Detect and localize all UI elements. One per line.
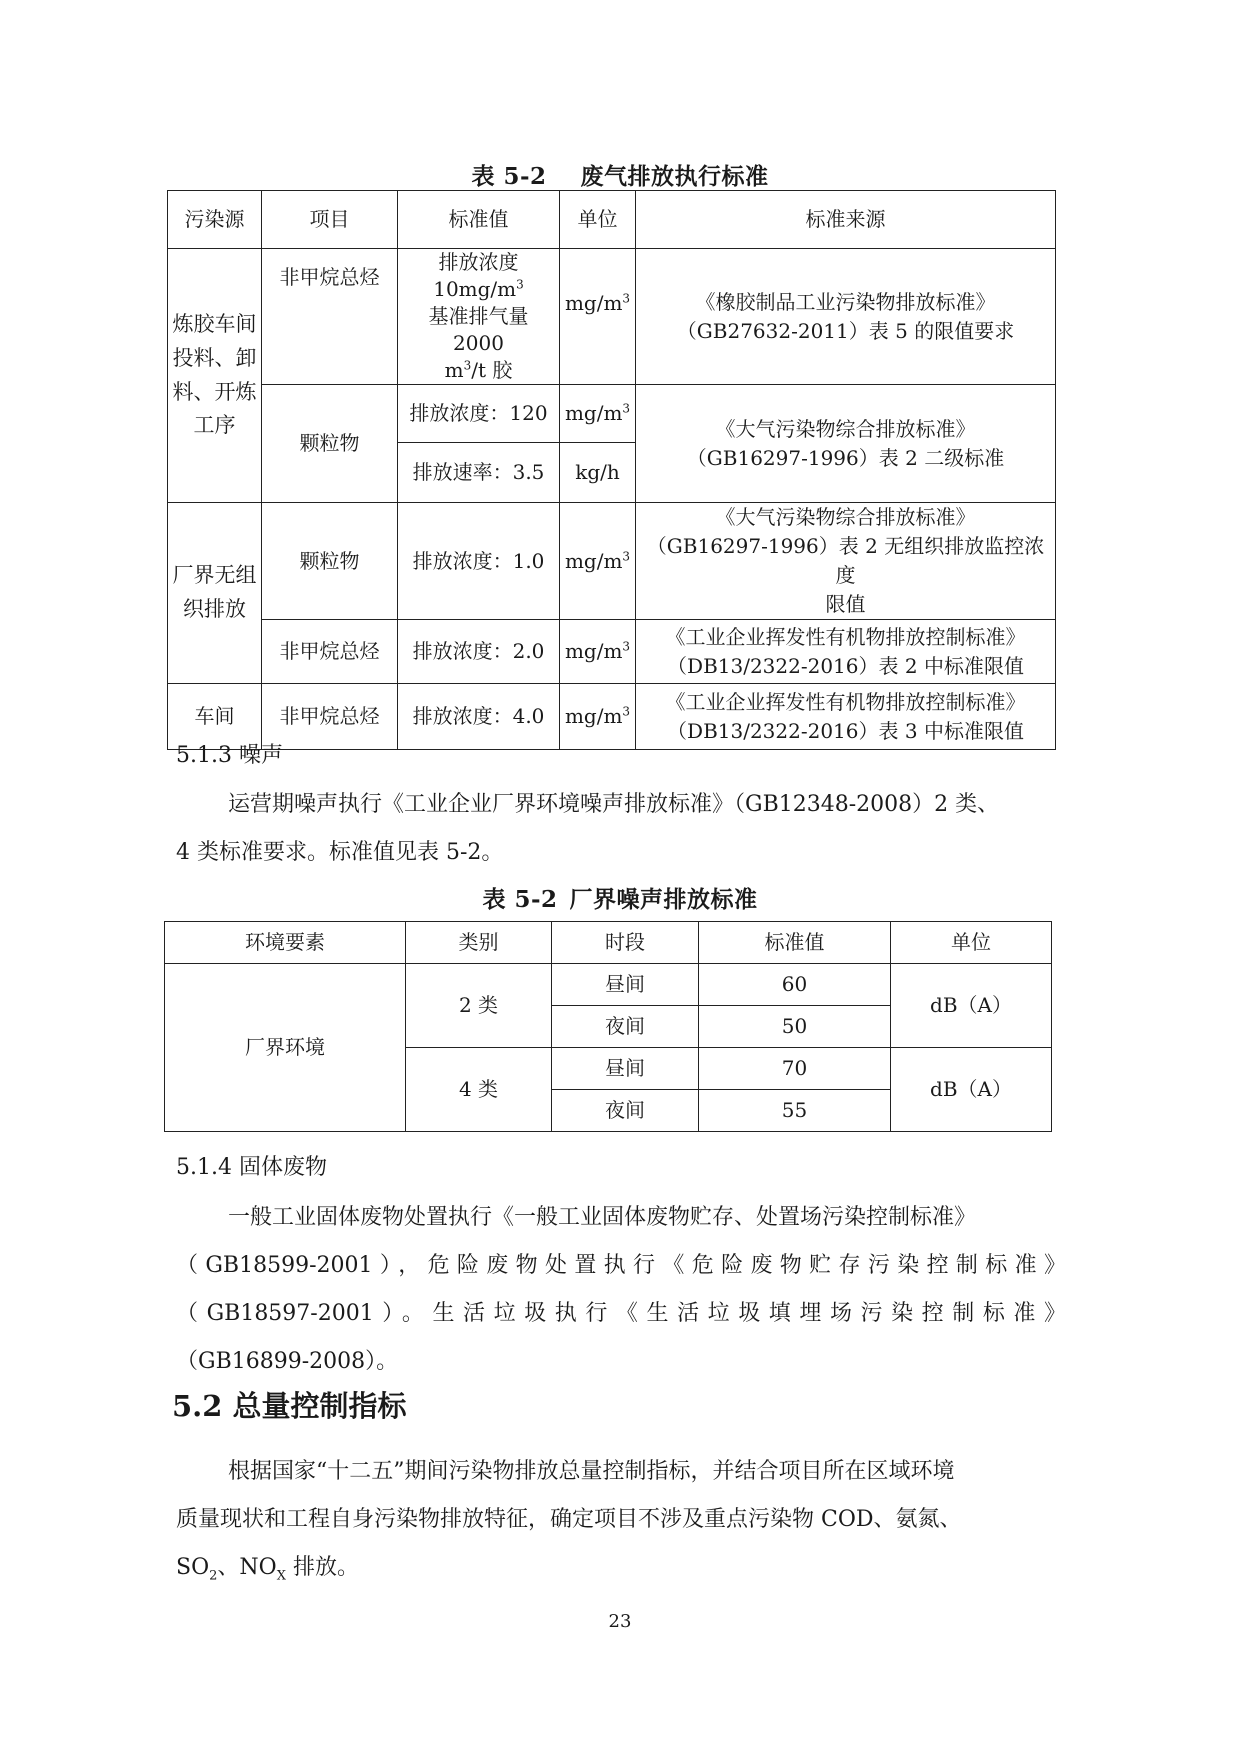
subscript: X	[276, 1568, 286, 1584]
standard-value-cell: 60	[699, 964, 891, 1006]
paragraph-line: 根据国家“十二五”期间污染物排放总量控制指标，并结合项目所在区域环境	[228, 1459, 955, 1484]
standard-line: 限值	[825, 592, 866, 616]
table1-caption-number: 表 5-2	[471, 163, 547, 190]
standard-line: （GB16297-1996）表 2 二级标准	[686, 445, 1005, 470]
standard-source-cell	[636, 684, 1056, 750]
noise-standard-table	[164, 921, 1052, 1132]
paragraph-line: （GB16899-2008）。	[176, 1349, 399, 1374]
exhaust-standard-table	[167, 190, 1056, 750]
superscript: 3	[622, 291, 631, 306]
value-text: 10mg/m	[433, 277, 517, 301]
item-cell: 非甲烷总烃	[262, 249, 398, 385]
period-cell: 昼间	[552, 1048, 699, 1090]
value-line: 排放浓度	[438, 250, 519, 274]
value-cell: 排放浓度：120	[398, 385, 560, 443]
noise-paragraph	[176, 781, 1066, 877]
header-cell: 时段	[552, 922, 699, 964]
period-cell: 昼间	[552, 964, 699, 1006]
noise-heading: 5.1.3 噪声	[176, 743, 283, 768]
unit-cell: dB（A）	[891, 1048, 1052, 1132]
standard-line: （DB13/2322-2016）表 3 中标准限值	[667, 718, 1024, 743]
paragraph-line: 运营期噪声执行《工业企业厂界环境噪声排放标准》（GB12348-2008）2 类、	[228, 792, 1000, 817]
subscript: 2	[209, 1568, 218, 1584]
value-line	[401, 276, 556, 303]
header-cell: 单位	[891, 922, 1052, 964]
value-text: m	[444, 358, 464, 382]
text-fragment: 排放。	[285, 1555, 359, 1580]
superscript: 3	[622, 548, 631, 563]
unit-text: mg/m	[564, 401, 623, 425]
standard-source-cell	[636, 385, 1056, 503]
value-line	[401, 357, 556, 384]
unit-text: mg/m	[564, 704, 623, 728]
header-cell: 项目	[262, 191, 398, 249]
table-row	[165, 964, 1052, 1006]
unit-text: mg/m	[564, 548, 623, 573]
source-cell: 炼胶车间投料、卸料、开炼工序	[168, 249, 262, 503]
item-cell: 非甲烷总烃	[262, 620, 398, 684]
unit-cell	[560, 503, 636, 620]
unit-cell	[560, 249, 636, 385]
superscript: 3	[622, 639, 631, 654]
header-cell: 单位	[560, 191, 636, 249]
header-cell: 标准值	[699, 922, 891, 964]
section-5-2-heading: 5.2 总量控制指标	[172, 1389, 407, 1423]
standard-line: （GB16297-1996）表 2 无组织排放监控浓度	[646, 534, 1045, 587]
table-header-row	[168, 191, 1056, 249]
value-line: 基准排气量 2000	[428, 304, 529, 355]
text-fragment: SO	[176, 1555, 210, 1580]
table2-caption-title: 厂界噪声排放标准	[569, 886, 758, 913]
header-cell: 标准来源	[636, 191, 1056, 249]
solid-waste-paragraph	[176, 1194, 1066, 1386]
category-cell: 4 类	[406, 1048, 552, 1132]
value-text: /t 胶	[471, 358, 513, 382]
period-cell: 夜间	[552, 1006, 699, 1048]
standard-source-cell	[636, 249, 1056, 385]
environment-element-cell: 厂界环境	[165, 964, 406, 1132]
value-cell	[398, 249, 560, 385]
standard-line: 《大气污染物综合排放标准》	[715, 505, 976, 529]
table-row	[168, 249, 1056, 385]
unit-cell: kg/h	[560, 443, 636, 503]
value-cell: 排放速率：3.5	[398, 443, 560, 503]
unit-cell	[560, 684, 636, 750]
superscript: 3	[516, 277, 524, 292]
unit-cell: dB（A）	[891, 964, 1052, 1048]
header-cell: 标准值	[398, 191, 560, 249]
unit-cell	[560, 620, 636, 684]
standard-line: 《工业企业挥发性有机物排放控制标准》	[665, 689, 1026, 714]
standard-line: 《橡胶制品工业污染物排放标准》	[695, 289, 996, 314]
value-cell: 排放浓度：4.0	[398, 684, 560, 750]
table-row	[168, 620, 1056, 684]
standard-value-cell: 55	[699, 1090, 891, 1132]
standard-line: 《工业企业挥发性有机物排放控制标准》	[665, 624, 1026, 649]
table1-caption	[0, 158, 1240, 191]
paragraph-line: （GB18597-2001）。生活垃圾执行《生活垃圾填埋场污染控制标准》	[176, 1301, 1066, 1326]
unit-text: mg/m	[564, 291, 623, 315]
standard-value-cell: 50	[699, 1006, 891, 1048]
superscript: 3	[463, 358, 472, 373]
value-cell: 排放浓度：1.0	[398, 503, 560, 620]
item-cell: 颗粒物	[262, 385, 398, 503]
paragraph-line: 4 类标准要求。标准值见表 5-2。	[176, 840, 504, 865]
superscript: 3	[622, 401, 631, 416]
header-cell: 类别	[406, 922, 552, 964]
table1-caption-title: 废气排放执行标准	[580, 163, 769, 190]
value-cell: 排放浓度：2.0	[398, 620, 560, 684]
text-fragment: 、NO	[217, 1555, 277, 1580]
standard-line: （DB13/2322-2016）表 2 中标准限值	[667, 653, 1024, 678]
table-row	[168, 385, 1056, 443]
category-cell: 2 类	[406, 964, 552, 1048]
item-cell: 颗粒物	[262, 503, 398, 620]
standard-value-cell: 70	[699, 1048, 891, 1090]
table2-caption-number: 表 5-2	[482, 886, 558, 913]
period-cell: 夜间	[552, 1090, 699, 1132]
table2-caption	[0, 881, 1240, 914]
standard-line: （GB27632-2011）表 5 的限值要求	[676, 318, 1015, 343]
source-cell: 车间	[168, 684, 262, 750]
paragraph-line: 一般工业固体废物处置执行《一般工业固体废物贮存、处置场污染控制标准》	[228, 1205, 977, 1230]
total-control-paragraph	[176, 1448, 1066, 1592]
standard-source-cell	[636, 503, 1056, 620]
paragraph-line: 质量现状和工程自身污染物排放特征，确定项目不涉及重点污染物 COD、氨氮、	[176, 1507, 962, 1532]
table-header-row	[165, 922, 1052, 964]
table-row	[168, 503, 1056, 620]
solid-waste-heading: 5.1.4 固体废物	[176, 1155, 327, 1180]
source-cell: 厂界无组织排放	[168, 503, 262, 684]
superscript: 3	[622, 704, 631, 719]
header-cell: 污染源	[168, 191, 262, 249]
standard-source-cell	[636, 620, 1056, 684]
unit-text: mg/m	[564, 639, 623, 663]
item-cell: 非甲烷总烃	[262, 684, 398, 750]
page-number: 23	[608, 1611, 632, 1632]
unit-cell	[560, 385, 636, 443]
paragraph-line	[176, 1544, 1066, 1592]
table-row	[168, 684, 1056, 750]
standard-line: 《大气污染物综合排放标准》	[715, 416, 976, 441]
paragraph-line: （GB18599-2001），危险废物处置执行《危险废物贮存污染控制标准》	[176, 1253, 1066, 1278]
header-cell: 环境要素	[165, 922, 406, 964]
